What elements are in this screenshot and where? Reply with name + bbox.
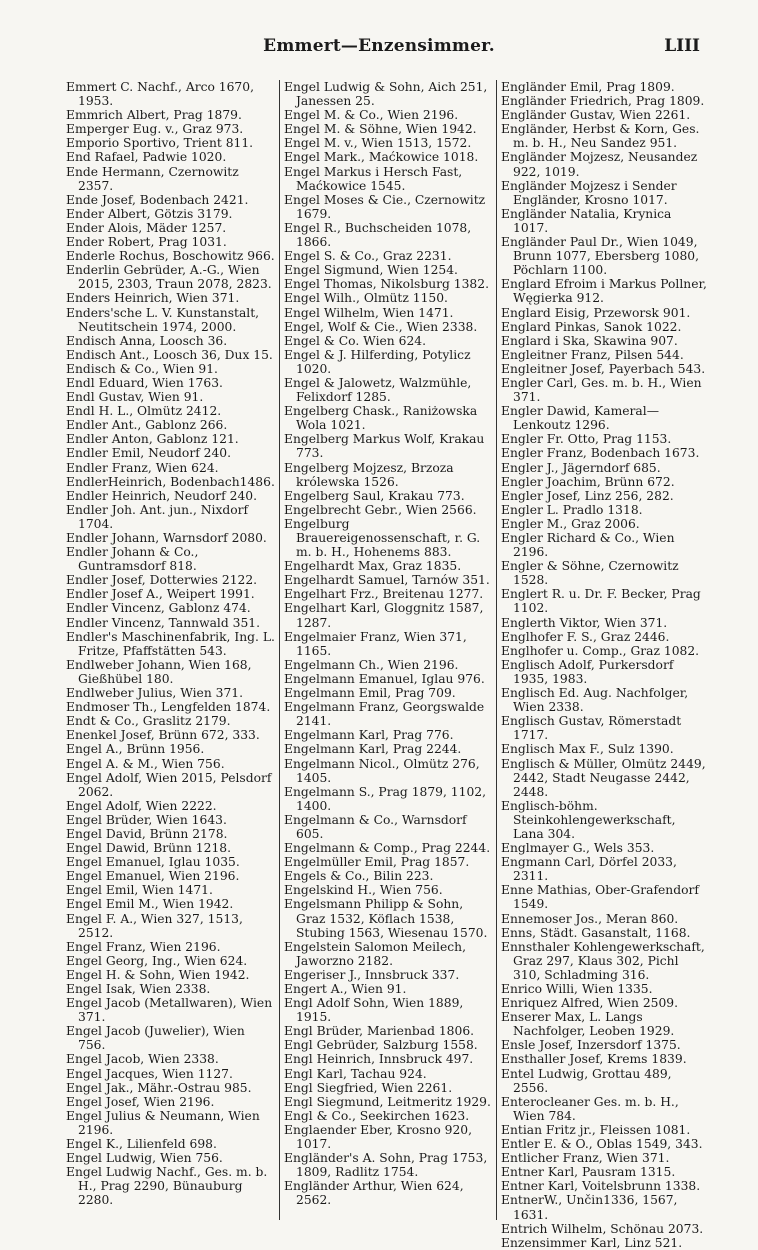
directory-entry: Endler's Maschinenfabrik, Ing. L. Fritze, Pfaffstätten 543. bbox=[66, 629, 275, 658]
directory-entry: Engl Siegfried, Wien 2261. bbox=[284, 1080, 453, 1095]
directory-entry: Endler Josef A., Weipert 1991. bbox=[66, 587, 255, 602]
directory-entry: Engländer Paul Dr., Wien 1049, Brunn 1077, Ebersberg 1080, Pöchlarn 1100. bbox=[501, 235, 700, 278]
directory-entry: EntnerW., Unčin1336, 1567, 1631. bbox=[501, 1193, 678, 1222]
directory-entry: Endl Eduard, Wien 1763. bbox=[66, 375, 223, 390]
directory-entry: Engler Franz, Bodenbach 1673. bbox=[501, 446, 700, 461]
directory-entry: Endlweber Johann, Wien 168, Gießhübel 180. bbox=[66, 657, 252, 686]
directory-entry: Engel & Co. Wien 624. bbox=[284, 333, 426, 348]
directory-entry: Englard Eisig, Przeworsk 901. bbox=[501, 305, 691, 320]
directory-entry: Entler E. & O., Oblas 1549, 343. bbox=[501, 1137, 703, 1152]
directory-entry: Engel & Jalowetz, Walzmühle, Felixdorf 1285. bbox=[284, 375, 472, 405]
directory-entry: Ender Alois, Mäder 1257. bbox=[66, 220, 227, 235]
directory-entry: Engl Adolf Sohn, Wien 1889, 1915. bbox=[284, 996, 464, 1025]
directory-entry: Emporio Sportivo, Trient 811. bbox=[66, 136, 254, 151]
directory-entry: Engel Jacques, Wien 1127. bbox=[66, 1066, 233, 1081]
directory-entry: Engl & Co., Seekirchen 1623. bbox=[284, 1108, 470, 1123]
directory-entry: Entian Fritz jr., Fleissen 1081. bbox=[501, 1122, 691, 1137]
directory-entry: Engländer, Herbst & Korn, Ges. m. b. H., Neu Sandez 951. bbox=[501, 122, 700, 151]
directory-entry: Engler L. Pradlo 1318. bbox=[501, 502, 643, 517]
directory-entry: Engel Ludwig Nachf., Ges. m. b. H., Prag 2290, Bünauburg 2280. bbox=[66, 1165, 268, 1208]
directory-entry: Enzensimmer Karl, Linz 521. bbox=[501, 1235, 683, 1250]
directory-entry: Englerth Viktor, Wien 371. bbox=[501, 615, 668, 630]
directory-entry: Engelmann Franz, Georgswalde 2141. bbox=[284, 700, 485, 729]
directory-entry: Engel Georg, Ing., Wien 624. bbox=[66, 953, 248, 968]
directory-entry: Engler Josef, Linz 256, 282. bbox=[501, 488, 674, 503]
directory-entry: Engl Brüder, Marienbad 1806. bbox=[284, 1024, 475, 1039]
directory-entry: Engel Moses & Cie., Czernowitz 1679. bbox=[284, 192, 486, 221]
directory-entry: Engländer Emil, Prag 1809. bbox=[501, 80, 675, 94]
directory-entry: Engländer Mojzesz i Sender Engländer, Krosno 1017. bbox=[501, 178, 677, 207]
directory-entry: Engel K., Lilienfeld 698. bbox=[66, 1137, 217, 1152]
directory-entry: Engel Franz, Wien 2196. bbox=[66, 939, 221, 954]
directory-entry: Engelmann Karl, Prag 2244. bbox=[284, 742, 462, 757]
directory-entry: Engelmann S., Prag 1879, 1102, 1400. bbox=[284, 784, 487, 813]
directory-entry: Engelmann Emil, Prag 709. bbox=[284, 686, 456, 701]
directory-entry: Engelberg Chask., Raniżowska Wola 1021. bbox=[284, 404, 478, 433]
directory-entry: Engler Joachim, Brünn 672. bbox=[501, 474, 675, 489]
directory-entry: Engler Carl, Ges. m. b. H., Wien 371. bbox=[501, 375, 702, 405]
directory-entry: Endler Vincenz, Tannwald 351. bbox=[66, 615, 261, 630]
directory-entry: Ender Albert, Götzis 3179. bbox=[66, 206, 233, 221]
directory-entry: Engel Emanuel, Iglau 1035. bbox=[66, 855, 240, 870]
directory-entry: Englisch Ed. Aug. Nachfolger, Wien 2338. bbox=[501, 686, 689, 715]
directory-entry: Enriquez Alfred, Wien 2509. bbox=[501, 996, 679, 1011]
directory-entry: Endler Franz, Wien 624. bbox=[66, 460, 219, 475]
directory-entry: Endler Josef, Dotterwies 2122. bbox=[66, 573, 258, 588]
directory-entry: Engel Ludwig, Wien 756. bbox=[66, 1151, 223, 1166]
directory-entry: Engel Emil, Wien 1471. bbox=[66, 883, 213, 898]
directory-entry: Engleitner Franz, Pilsen 544. bbox=[501, 347, 684, 362]
directory-entry: Endler Heinrich, Neudorf 240. bbox=[66, 488, 258, 503]
directory-entry: Engel R., Buchscheiden 1078, 1866. bbox=[284, 220, 472, 250]
directory-entry: Engel Julius & Neumann, Wien 2196. bbox=[66, 1108, 260, 1137]
directory-entry: Engelmann & Comp., Prag 2244. bbox=[284, 841, 491, 856]
column-left bbox=[62, 80, 279, 1220]
directory-entry: Engländer Friedrich, Prag 1809. bbox=[501, 94, 705, 109]
directory-entry: Engel Brüder, Wien 1643. bbox=[66, 812, 227, 827]
directory-entry: Engelburg Brauereigenossenschaft, r. G. m. b. H., Hohenems 883. bbox=[284, 516, 481, 560]
directory-entry: Ennemoser Jos., Meran 860. bbox=[501, 911, 679, 926]
directory-entry: Engelhardt Samuel, Tarnów 351. bbox=[284, 573, 490, 588]
entry-columns bbox=[62, 80, 714, 1250]
column-right bbox=[496, 80, 713, 1250]
directory-entry: Engel & J. Hilferding, Potylicz 1020. bbox=[284, 347, 471, 376]
directory-entry: Engel Markus i Hersch Fast, Maćkowice 1545. bbox=[284, 164, 463, 193]
directory-entry: Endler Vincenz, Gablonz 474. bbox=[66, 601, 251, 616]
directory-entry: Engel A. & M., Wien 756. bbox=[66, 756, 225, 771]
page-title: Emmert—Enzensimmer. bbox=[263, 36, 495, 56]
directory-entry: Engler Dawid, Kameral—Lenkoutz 1296. bbox=[501, 404, 659, 433]
directory-entry: Endler Joh. Ant. jun., Nixdorf 1704. bbox=[66, 502, 249, 531]
directory-entry: Englert R. u. Dr. F. Becker, Prag 1102. bbox=[501, 587, 701, 616]
directory-entry: Engelskind H., Wien 756. bbox=[284, 883, 443, 898]
directory-entry: Englisch & Müller, Olmütz 2449, 2442, Stadt Neugasse 2442, 2448. bbox=[501, 756, 706, 799]
directory-entry: EndlerHeinrich, Bodenbach1486. bbox=[66, 474, 275, 489]
directory-entry: Engeriser J., Innsbruck 337. bbox=[284, 967, 460, 982]
directory-entry: Engelmüller Emil, Prag 1857. bbox=[284, 855, 470, 870]
directory-entry: Endt & Co., Graslitz 2179. bbox=[66, 714, 231, 729]
directory-entry: Engel S. & Co., Graz 2231. bbox=[284, 249, 452, 264]
directory-entry: Endlweber Julius, Wien 371. bbox=[66, 686, 244, 701]
directory-entry: Engelberg Saul, Krakau 773. bbox=[284, 488, 465, 503]
directory-entry: Endl H. L., Olmütz 2412. bbox=[66, 404, 222, 419]
directory-entry: Englhofer u. Comp., Graz 1082. bbox=[501, 643, 700, 658]
directory-entry: Entrich Wilhelm, Schönau 2073. bbox=[501, 1221, 704, 1236]
directory-entry: Ende Josef, Bodenbach 2421. bbox=[66, 192, 249, 207]
directory-entry: Enderlin Gebrüder, A.-G., Wien 2015, 2303, Traun 2078, 2823. bbox=[66, 263, 272, 292]
directory-entry: Engler M., Graz 2006. bbox=[501, 516, 640, 531]
directory-entry: Enders Heinrich, Wien 371. bbox=[66, 291, 240, 306]
directory-entry: Engert A., Wien 91. bbox=[284, 982, 407, 996]
directory-entry: Engelmann Emanuel, Iglau 976. bbox=[284, 671, 485, 686]
directory-entry: Engelmann & Co., Warnsdorf 605. bbox=[284, 812, 467, 841]
directory-entry: Englmayer G., Wels 353. bbox=[501, 841, 655, 856]
directory-entry: Engel, Wolf & Cie., Wien 2338. bbox=[284, 319, 478, 334]
directory-entry: Engelhardt Max, Graz 1835. bbox=[284, 559, 462, 574]
directory-entry: Engel M. & Söhne, Wien 1942. bbox=[284, 122, 477, 137]
directory-entry: Emmrich Albert, Prag 1879. bbox=[66, 108, 242, 123]
directory-entry: Engler & Söhne, Czernowitz 1528. bbox=[501, 559, 679, 588]
directory-entry: Enrico Willi, Wien 1335. bbox=[501, 982, 653, 996]
directory-entry: Endler Anton, Gablonz 121. bbox=[66, 432, 239, 447]
directory-entry: Engländer Natalia, Krynica 1017. bbox=[501, 206, 672, 235]
directory-entry: End Rafael, Padwie 1020. bbox=[66, 150, 227, 165]
directory-entry: Engländer Gustav, Wien 2261. bbox=[501, 108, 691, 123]
directory-entry: Engmann Carl, Dörfel 2033, 2311. bbox=[501, 855, 677, 884]
directory-entry: Engel Jacob (Metallwaren), Wien 371. bbox=[66, 996, 273, 1025]
directory-entry: Engelmaier Franz, Wien 371, 1165. bbox=[284, 629, 467, 658]
directory-entry: Engleitner Josef, Payerbach 543. bbox=[501, 361, 706, 376]
directory-entry: Endler Johann & Co., Guntramsdorf 818. bbox=[66, 545, 199, 574]
page-header bbox=[0, 36, 758, 62]
directory-entry: Engelmann Karl, Prag 776. bbox=[284, 728, 454, 743]
directory-entry: Engel A., Brünn 1956. bbox=[66, 742, 205, 757]
directory-entry: Engl Karl, Tachau 924. bbox=[284, 1066, 427, 1081]
directory-entry: Engelberg Mojzesz, Brzoza królewska 1526. bbox=[284, 460, 454, 489]
directory-entry: Engel Ludwig & Sohn, Aich 251, Janessen 25. bbox=[284, 80, 488, 109]
directory-entry: Ensthaller Josef, Krems 1839. bbox=[501, 1052, 687, 1067]
directory-entry: Engler Fr. Otto, Prag 1153. bbox=[501, 432, 672, 447]
directory-entry: Engel Emanuel, Wien 2196. bbox=[66, 869, 240, 884]
directory-entry: Engelmann Nicol., Olmütz 276, 1405. bbox=[284, 756, 480, 785]
directory-entry: Engel H. & Sohn, Wien 1942. bbox=[66, 967, 250, 982]
directory-entry: Enenkel Josef, Brünn 672, 333. bbox=[66, 728, 260, 743]
directory-entry: Engländer's A. Sohn, Prag 1753, 1809, Radlitz 1754. bbox=[284, 1151, 488, 1180]
directory-entry: Endisch Ant., Loosch 36, Dux 15. bbox=[66, 347, 273, 362]
directory-entry: Engel M. v., Wien 1513, 1572. bbox=[284, 136, 472, 151]
directory-entry: Englaender Eber, Krosno 920, 1017. bbox=[284, 1122, 473, 1152]
directory-entry: Englisch Adolf, Purkersdorf 1935, 1983. bbox=[501, 657, 674, 686]
directory-entry: Engel Thomas, Nikolsburg 1382. bbox=[284, 277, 489, 292]
directory-entry: Englard Pinkas, Sanok 1022. bbox=[501, 319, 682, 334]
directory-entry: Ensle Josef, Inzersdorf 1375. bbox=[501, 1038, 681, 1053]
directory-entry: Entner Karl, Pausram 1315. bbox=[501, 1165, 676, 1180]
directory-entry: Engel Josef, Wien 2196. bbox=[66, 1094, 215, 1109]
directory-entry: Entlicher Franz, Wien 371. bbox=[501, 1151, 670, 1166]
directory-entry: Ender Robert, Prag 1031. bbox=[66, 235, 227, 250]
directory-entry: Engel F. A., Wien 327, 1513, 2512. bbox=[66, 911, 243, 940]
directory-entry: Englisch Max F., Sulz 1390. bbox=[501, 742, 674, 757]
directory-entry: Engel Sigmund, Wien 1254. bbox=[284, 263, 458, 278]
directory-entry: Engelstein Salomon Meilech, Jaworzno 2182. bbox=[284, 939, 466, 968]
directory-entry: Engel Dawid, Brünn 1218. bbox=[66, 841, 232, 856]
directory-entry: Entner Karl, Voitelsbrunn 1338. bbox=[501, 1179, 701, 1194]
directory-entry: Enns, Städt. Gasanstalt, 1168. bbox=[501, 925, 691, 940]
directory-entry: Engler Richard & Co., Wien 2196. bbox=[501, 531, 675, 560]
column-middle bbox=[279, 80, 496, 1220]
directory-entry: Engel Isak, Wien 2338. bbox=[66, 982, 211, 996]
directory-entry: Ende Hermann, Czernowitz 2357. bbox=[66, 164, 239, 193]
directory-entry: Engl Siegmund, Leitmeritz 1929. bbox=[284, 1094, 491, 1109]
directory-entry: Engel Wilhelm, Wien 1471. bbox=[284, 305, 454, 320]
directory-entry: Enderle Rochus, Boschowitz 966. bbox=[66, 249, 275, 264]
directory-entry: Engels & Co., Bilin 223. bbox=[284, 869, 434, 884]
directory-entry: Entel Ludwig, Grottau 489, 2556. bbox=[501, 1066, 672, 1095]
directory-entry: Engländer Mojzesz, Neusandez 922, 1019. bbox=[501, 150, 698, 179]
directory-entry: Engelhart Karl, Gloggnitz 1587, 1287. bbox=[284, 601, 484, 630]
directory-entry: Endisch & Co., Wien 91. bbox=[66, 361, 218, 376]
directory-entry: Engelberg Markus Wolf, Krakau 773. bbox=[284, 432, 485, 461]
directory-entry: Engel Adolf, Wien 2222. bbox=[66, 798, 217, 813]
directory-entry: Engler J., Jägerndorf 685. bbox=[501, 460, 661, 475]
directory-entry: Endler Ant., Gablonz 266. bbox=[66, 418, 228, 433]
directory-entry: Engel M. & Co., Wien 2196. bbox=[284, 108, 459, 123]
directory-entry: Engel Mark., Maćkowice 1018. bbox=[284, 150, 479, 165]
directory-entry: Endler Johann, Warnsdorf 2080. bbox=[66, 531, 267, 545]
directory-entry: Endler Emil, Neudorf 240. bbox=[66, 446, 232, 461]
directory-entry: Engel Emil M., Wien 1942. bbox=[66, 897, 234, 912]
directory-entry: Engel Jacob, Wien 2338. bbox=[66, 1052, 219, 1067]
directory-entry: Englisch Gustav, Römerstadt 1717. bbox=[501, 714, 682, 743]
directory-entry: Enserer Max, L. Langs Nachfolger, Leoben 1929. bbox=[501, 1010, 675, 1039]
directory-entry: Endmoser Th., Lengfelden 1874. bbox=[66, 700, 271, 715]
directory-entry: Engelmann Ch., Wien 2196. bbox=[284, 657, 459, 672]
directory-entry: Engelhart Frz., Breitenau 1277. bbox=[284, 587, 484, 602]
page-number: LIII bbox=[664, 36, 700, 56]
directory-entry: Engl Gebrüder, Salzburg 1558. bbox=[284, 1038, 478, 1053]
directory-entry: Endl Gustav, Wien 91. bbox=[66, 390, 204, 405]
directory-entry: Engelsmann Philipp & Sohn, Graz 1532, Köflach 1538, Stubing 1563, Wiesenau 1570. bbox=[284, 897, 488, 940]
directory-entry: Englard i Ska, Skawina 907. bbox=[501, 333, 678, 348]
directory-entry: Engel Wilh., Olmütz 1150. bbox=[284, 291, 448, 306]
directory-entry: Englard Efroim i Markus Pollner, Węgierka 912. bbox=[501, 277, 707, 306]
directory-entry: Engel Jacob (Juwelier), Wien 756. bbox=[66, 1024, 245, 1053]
directory-entry: Engel Adolf, Wien 2015, Pelsdorf 2062. bbox=[66, 770, 272, 799]
directory-entry: Emmert C. Nachf., Arco 1670, 1953. bbox=[66, 80, 254, 109]
directory-entry: Engel Jak., Mähr.-Ostrau 985. bbox=[66, 1080, 252, 1095]
directory-entry: Engel David, Brünn 2178. bbox=[66, 826, 228, 841]
directory-entry: Enterocleaner Ges. m. b. H., Wien 784. bbox=[501, 1094, 679, 1123]
directory-entry: Emperger Eug. v., Graz 973. bbox=[66, 122, 244, 137]
directory-entry: Englisch-böhm. Steinkohlengewerkschaft, Lana 304. bbox=[501, 798, 676, 841]
directory-entry: Ennsthaler Kohlengewerkschaft, Graz 297, Klaus 302, Pichl 310, Schladming 316. bbox=[501, 939, 705, 982]
directory-entry: Englhofer F. S., Graz 2446. bbox=[501, 629, 670, 644]
directory-entry: Engelbrecht Gebr., Wien 2566. bbox=[284, 502, 477, 517]
directory-entry: Engl Heinrich, Innsbruck 497. bbox=[284, 1052, 474, 1067]
directory-entry: Enne Mathias, Ober-Grafendorf 1549. bbox=[501, 883, 699, 912]
directory-entry: Engländer Arthur, Wien 624, 2562. bbox=[284, 1179, 464, 1208]
directory-entry: Endisch Anna, Loosch 36. bbox=[66, 333, 228, 348]
directory-entry: Enders'sche L. V. Kunstanstalt, Neutitschein 1974, 2000. bbox=[66, 305, 260, 334]
